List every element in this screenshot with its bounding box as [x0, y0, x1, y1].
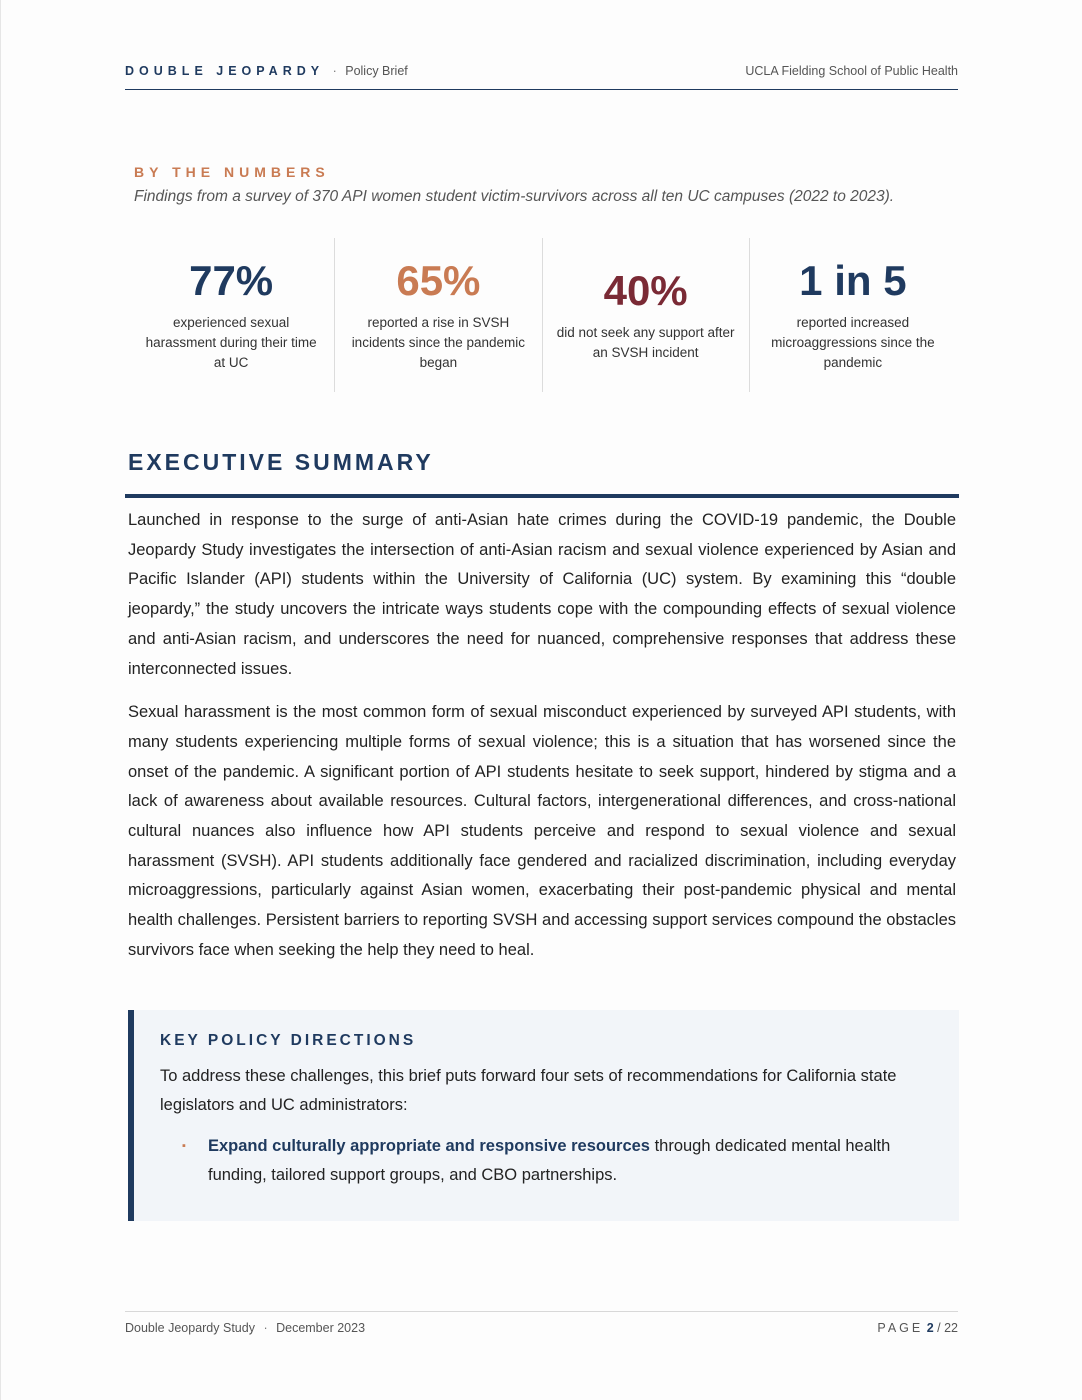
stat-card — [334, 238, 541, 392]
header-separator: · — [332, 64, 337, 78]
doc-type: Policy Brief — [345, 64, 408, 78]
header-left — [125, 64, 408, 78]
by-the-numbers-subtitle: Findings from a survey of 370 API women student victim-survivors across all ten UC campuses (2022 to 2023). — [134, 188, 895, 205]
page-header — [125, 64, 958, 90]
footer-separator: · — [263, 1321, 268, 1335]
page-label: PAGE — [877, 1321, 924, 1335]
key-policy-directions-box — [128, 1010, 959, 1221]
stat-description: reported increased microaggressions since the pandemic — [771, 315, 935, 370]
executive-summary-title: EXECUTIVE SUMMARY — [128, 449, 434, 475]
list-item-detail: through dedicated mental health funding, tailored support groups, and CBO partnerships. — [208, 1137, 891, 1184]
list-item-emphasis: Expand culturally appropriate and responsive resources — [208, 1137, 650, 1155]
list-item — [182, 1132, 933, 1190]
policy-list — [160, 1132, 933, 1190]
page-number — [877, 1321, 958, 1335]
stat-card — [542, 238, 749, 392]
page-footer — [125, 1311, 958, 1335]
stat-value: 77% — [189, 257, 274, 304]
stat-value: 1 in 5 — [799, 257, 907, 304]
stat-card — [749, 238, 956, 392]
square-bullet-icon: ▪ — [182, 1140, 186, 1152]
policy-directions-title: KEY POLICY DIRECTIONS — [160, 1032, 417, 1049]
page-total: / 22 — [937, 1321, 958, 1335]
by-the-numbers-label: BY THE NUMBERS — [134, 164, 330, 180]
section-divider — [125, 494, 959, 498]
stat-description: experienced sexual harassment during their time at UC — [145, 315, 317, 370]
brand-title: DOUBLE JEOPARDY — [125, 64, 325, 78]
footer-date: December 2023 — [276, 1321, 366, 1335]
stat-value: 40% — [603, 267, 688, 314]
page-current: 2 — [926, 1321, 934, 1335]
footer-study: Double Jeopardy Study — [125, 1321, 255, 1335]
footer-left — [125, 1321, 365, 1335]
stat-card — [128, 238, 334, 392]
stat-value: 65% — [396, 257, 481, 304]
list-item-text — [208, 1132, 933, 1190]
institution-name: UCLA Fielding School of Public Health — [745, 64, 958, 78]
stat-description: did not seek any support after an SVSH incident — [556, 325, 735, 360]
summary-paragraph: Sexual harassment is the most common form of sexual misconduct experienced by surveyed API students, with many students experiencing multiple forms of sexual violence; this is a situation that has worsened since the onset of the pandemic. A significant portion of API students hesitate to seek support, hindered by stigma and a lack of awareness about available resources. Cultural factors, intergenerational differences, and cross-national cultural nuances also influence how API students perceive and respond to sexual violence and sexual harassment (SVSH). API students additionally face gendered and racialized discrimination, including everyday microaggressions, particularly against Asian women, exacerbating their post-pandemic physical and mental health challenges. Persistent barriers to reporting SVSH and accessing support services compound the obstacles survivors face when seeking the help they need to heal. — [128, 703, 956, 959]
executive-summary-body — [128, 506, 956, 980]
summary-paragraph: Launched in response to the surge of anti-Asian hate crimes during the COVID-19 pandemic, the Double Jeopardy Study investigates the intersection of anti-Asian racism and sexual violence experienced by Asian and Pacific Islander (API) students within the University of California (UC) system. By examining this “double jeopardy,” the study uncovers the intricate ways students cope with the compounding effects of sexual violence and anti-Asian racism, and underscores the need for nuanced, comprehensive responses that address these interconnected issues. — [128, 511, 956, 678]
stats-row — [128, 238, 956, 392]
stat-description: reported a rise in SVSH incidents since the pandemic began — [351, 315, 526, 370]
policy-directions-intro: To address these challenges, this brief puts forward four sets of recommendations for California state legislators and UC administrators: — [160, 1067, 897, 1114]
